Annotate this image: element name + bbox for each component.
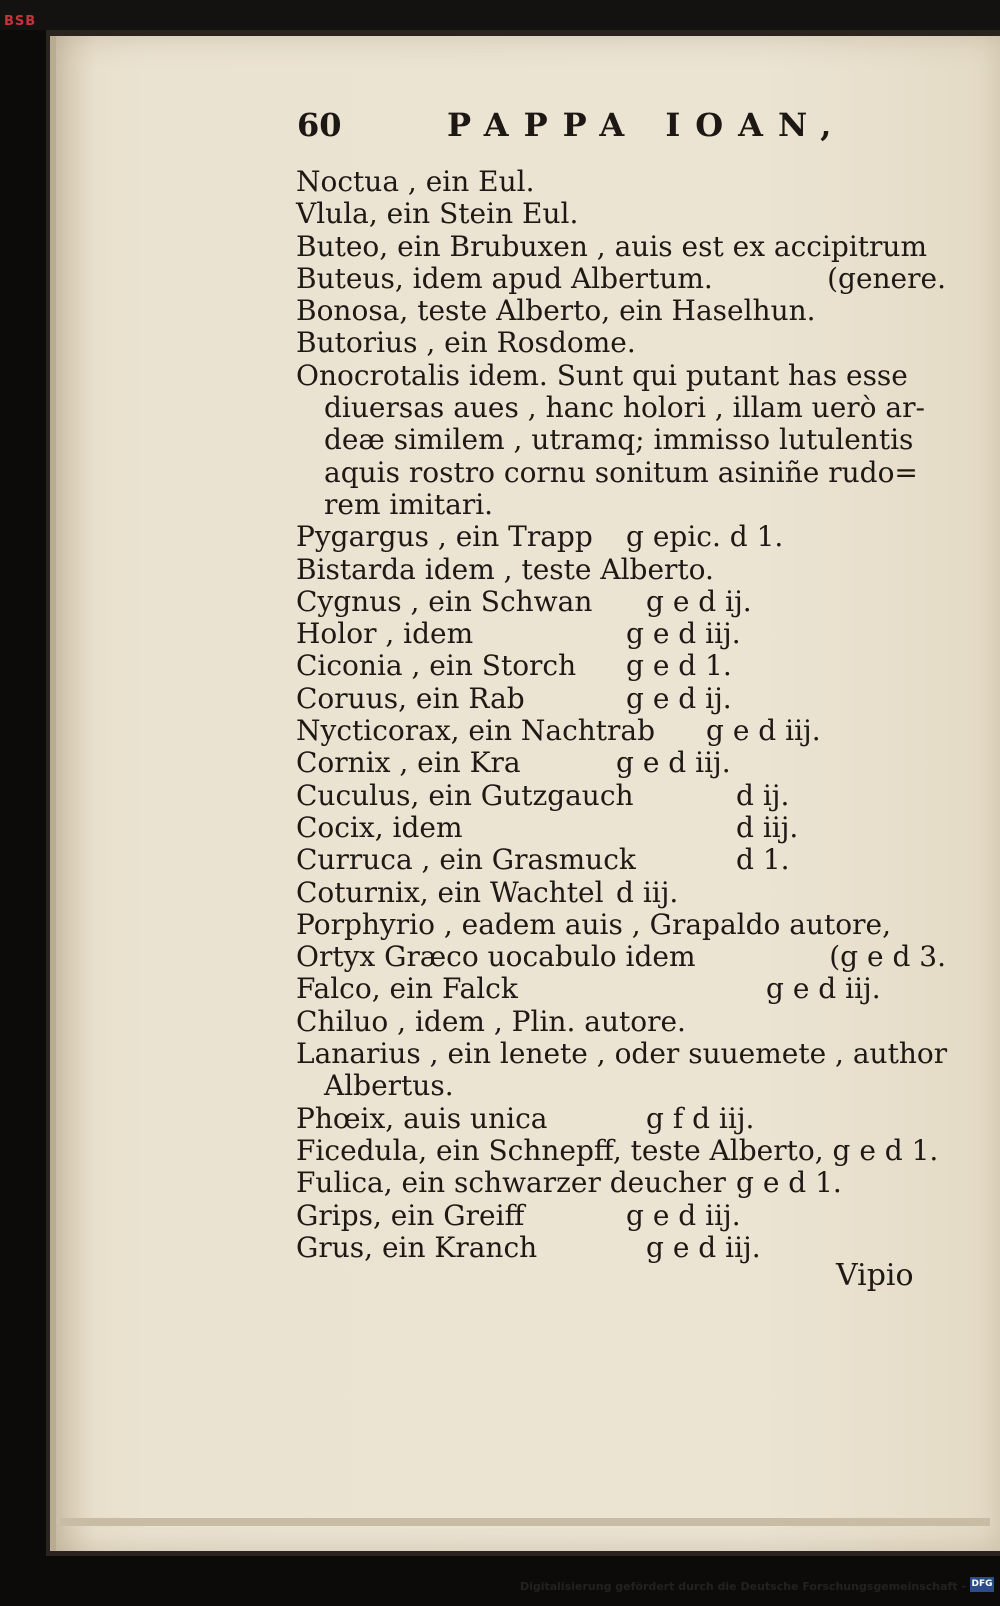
entry-text: Onocrotalis idem. Sunt qui putant has esse xyxy=(296,358,908,392)
entry-text: Lanarius , ein lenete , oder suuemete , author xyxy=(296,1037,948,1071)
entry-text: Coturnix, ein Wachtel xyxy=(296,875,604,909)
catchword: Vipio xyxy=(836,1258,914,1293)
entry-line xyxy=(296,877,946,909)
entry-text: Grus, ein Kranch xyxy=(296,1230,538,1264)
grammar-note: g e d iij. xyxy=(766,972,881,1006)
grammar-note: g e d ij. xyxy=(646,584,752,618)
entry-line xyxy=(296,1135,946,1167)
entry-line xyxy=(296,521,946,553)
entry-line xyxy=(296,1070,946,1102)
entry-text: Ciconia , ein Storch xyxy=(296,649,577,683)
entry-line xyxy=(296,198,946,230)
entry-text: Ortyx Græco uocabulo idem xyxy=(296,940,696,974)
entry-line xyxy=(296,650,946,682)
grammar-note: g e d iij. xyxy=(626,617,741,651)
entry-text: Phœix, auis unica xyxy=(296,1101,548,1135)
entry-text: Buteo, ein Brubuxen , auis est ex accipitrum xyxy=(296,229,928,263)
entry-line xyxy=(296,457,946,489)
entry-text: Grips, ein Greiff xyxy=(296,1198,525,1232)
grammar-note: g e d 1. xyxy=(736,1166,842,1200)
entry-text: Vlula, ein Stein Eul. xyxy=(296,197,579,231)
entry-line xyxy=(296,1006,946,1038)
entry-text: Falco, ein Falck xyxy=(296,972,518,1006)
dfg-logo: DFG xyxy=(970,1577,994,1592)
entry-text: aquis rostro cornu sonitum asiniñe rudo= xyxy=(324,455,918,489)
entry-line xyxy=(296,424,946,456)
library-badge: BSB xyxy=(4,14,37,29)
grammar-note: g e d iij. xyxy=(616,746,731,780)
entry-line xyxy=(296,489,946,521)
entry-text: deæ similem , utramq; immisso lutulentis xyxy=(324,423,914,457)
grammar-note: d 1. xyxy=(736,843,790,877)
entry-list xyxy=(296,166,946,1264)
entry-line xyxy=(296,844,946,876)
entry-line xyxy=(296,231,946,263)
entry-text: diuersas aues , hanc holori , illam uerò ar- xyxy=(324,391,925,425)
grammar-note: g e d iij. xyxy=(706,714,821,748)
grammar-note: g epic. d 1. xyxy=(626,520,784,554)
entry-text: Chiluo , idem , Plin. autore. xyxy=(296,1004,686,1038)
margin-note: (g e d 3. xyxy=(829,940,946,974)
entry-text: Pygargus , ein Trapp xyxy=(296,520,593,554)
entry-text: Bistarda idem , teste Alberto. xyxy=(296,552,714,586)
entry-line xyxy=(296,715,946,747)
entry-text: Buteus, idem apud Albertum. xyxy=(296,261,713,295)
entry-text: Bonosa, teste Alberto, ein Haselhun. xyxy=(296,294,816,328)
page-number: 60 xyxy=(297,106,342,144)
grammar-note: g f d iij. xyxy=(646,1101,755,1135)
entry-line xyxy=(296,166,946,198)
entry-line xyxy=(296,1103,946,1135)
grammar-note: g e d ij. xyxy=(626,681,732,715)
entry-text: rem imitari. xyxy=(324,487,494,521)
entry-text: Cygnus , ein Schwan xyxy=(296,584,593,618)
grammar-note: d ij. xyxy=(736,778,790,812)
viewer-top-bar xyxy=(0,0,1000,30)
entry-text: Porphyrio , eadem auis , Grapaldo autore, xyxy=(296,907,891,941)
entry-text: Curruca , ein Grasmuck xyxy=(296,843,636,877)
entry-text: Noctua , ein Eul. xyxy=(296,165,535,198)
entry-text: Cornix , ein Kra xyxy=(296,746,521,780)
entry-line xyxy=(296,747,946,779)
grammar-note: d iij. xyxy=(616,875,679,909)
funding-credit: Digitalisierung gefördert durch die Deutsche Forschungsgemeinschaft - xyxy=(519,1580,966,1593)
entry-line xyxy=(296,812,946,844)
entry-line xyxy=(296,360,946,392)
entry-text: Cuculus, ein Gutzgauch xyxy=(296,778,634,812)
entry-text: Coruus, ein Rab xyxy=(296,681,525,715)
entry-line xyxy=(296,1038,946,1070)
grammar-note: g e d 1. xyxy=(626,649,732,683)
entry-line xyxy=(296,392,946,424)
page-header xyxy=(297,106,847,146)
entry-text: Fulica, ein schwarzer deucher xyxy=(296,1166,726,1200)
entry-line xyxy=(296,1167,946,1199)
entry-line xyxy=(296,1200,946,1232)
entry-line xyxy=(296,295,946,327)
entry-text: Cocix, idem xyxy=(296,810,463,844)
entry-line xyxy=(296,941,946,973)
margin-note: (genere. xyxy=(827,261,946,295)
grammar-note: g e d iij. xyxy=(626,1198,741,1232)
entry-line xyxy=(296,973,946,1005)
grammar-note: g e d iij. xyxy=(646,1230,761,1264)
entry-text: Holor , idem xyxy=(296,617,474,651)
entry-text: Albertus. xyxy=(324,1069,454,1103)
entry-line xyxy=(296,263,946,295)
grammar-note: d iij. xyxy=(736,810,799,844)
entry-text: Nycticorax, ein Nachtrab xyxy=(296,714,656,748)
running-title: PAPPA IOAN, xyxy=(447,106,847,144)
entry-line xyxy=(296,683,946,715)
entry-line xyxy=(296,909,946,941)
entry-line xyxy=(296,618,946,650)
entry-line xyxy=(296,554,946,586)
entry-line xyxy=(296,586,946,618)
entry-line xyxy=(296,327,946,359)
page-edge xyxy=(60,1518,990,1526)
entry-line xyxy=(296,780,946,812)
entry-text: Butorius , ein Rosdome. xyxy=(296,326,636,360)
entry-text: Ficedula, ein Schnepff, teste Alberto, g e d 1. xyxy=(296,1133,939,1167)
